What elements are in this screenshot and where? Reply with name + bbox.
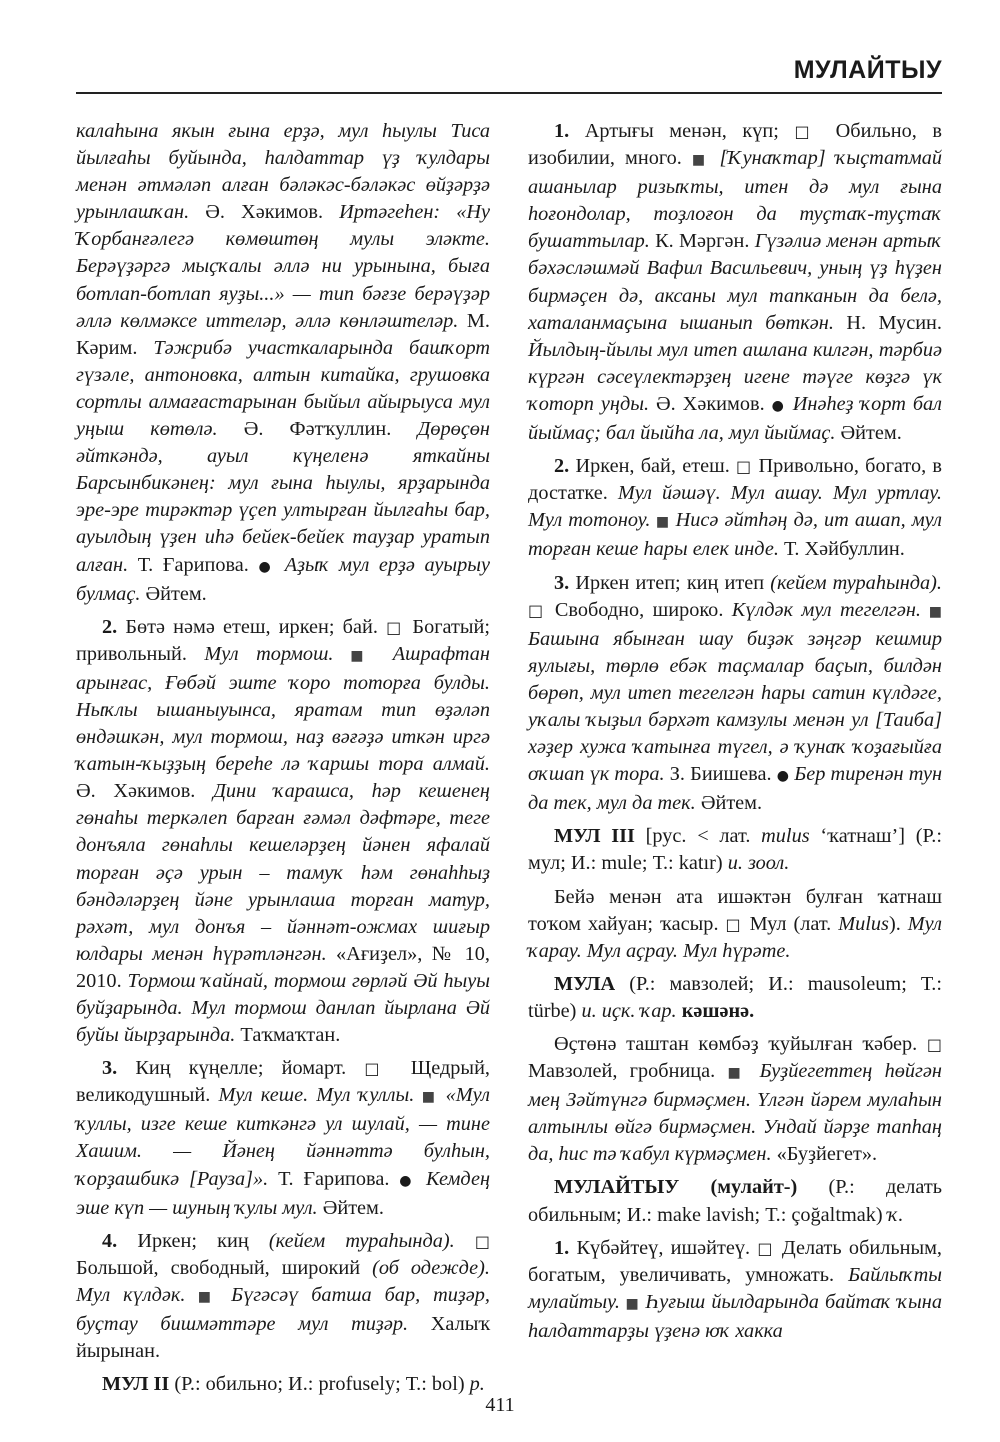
text: Әйтем. bbox=[317, 1196, 384, 1219]
headword: МУЛ III bbox=[554, 825, 635, 848]
text: Т. Ғарипова. bbox=[268, 1167, 400, 1190]
text: (Р.: мавзолей; И.: mausoleum; Т.: türbe) bbox=[528, 972, 942, 1022]
text: Мул (лат. bbox=[742, 912, 839, 935]
italic-text: Кемдең эше күп — шуның ҡулы мул. bbox=[76, 1167, 491, 1219]
italic-text: и. иҫк. ҡар. bbox=[581, 999, 677, 1022]
text: ). bbox=[888, 912, 908, 935]
italic-text: Буҙйегеттең һөйгән мең Зәйтүнгә бирмәҫмен. Үлгән йәрем мулаһын алтынлы өйгә бирмәҫмен. Ундай йәрҙе тапһаң да, һис тә ҡабул күрмәҫмен. bbox=[528, 1060, 942, 1166]
bold-text: (мулайт-) bbox=[710, 1176, 798, 1199]
russian-equivalent-marker: □ bbox=[528, 600, 547, 620]
sense-number: 1. bbox=[554, 1236, 570, 1259]
italic-text: Күлдәк мул тегелгән. bbox=[731, 598, 921, 621]
text: З. Биишева. bbox=[664, 763, 777, 786]
italic-text: Дөрөҫөн әйткәндә, ауыл күңеленә яткайны Барсынбикәнең: мул ғына һыулы, ярҙарында эре-эре тирәктәр үҫеп ултырған йылғаһы бар, ауылдың үҙен иһә бейек-бейек тауҙар уратып алған. bbox=[76, 418, 490, 576]
text bbox=[455, 1230, 475, 1252]
sense-1-paragraph bbox=[528, 118, 942, 447]
text: Әйтем. bbox=[695, 792, 763, 815]
text: Артығы менән, күп; bbox=[569, 120, 795, 142]
headword-mulaytyu bbox=[528, 1174, 942, 1228]
example-marker-icon: ■ bbox=[619, 1295, 646, 1312]
text: Привольно, богато, в достатке. bbox=[528, 455, 942, 505]
sense-1-paragraph bbox=[528, 1235, 942, 1345]
proverb-marker-icon: ● bbox=[776, 768, 790, 785]
sense-number: 2. bbox=[102, 615, 118, 638]
left-column bbox=[76, 118, 490, 1404]
italic-text: Дини ҡарашса, һәр кешенең гөнаһы теркәлеп барған ғәмәл дәфтәре, теге донъяла гөнаһлы кешеләрҙең йәнен яфалай торған әҫә урын – тамуҡ һәм гөнаһһыҙ бәндәләрҙең йәне урынлаша торған матур, рәхәт, мул донъя – йәннәт-ожмах шиғыр юлдары менән һүрәтләнгән. bbox=[76, 780, 490, 965]
text: Иркен, бай, етеш. bbox=[569, 455, 736, 478]
text: Киң күңелле; йомарт. bbox=[117, 1057, 365, 1080]
italic-text: Mulus bbox=[838, 912, 889, 935]
russian-equivalent-marker: □ bbox=[364, 1059, 393, 1079]
italic-text: Бер тиренән тун да тек, мул да тек. bbox=[528, 763, 943, 815]
headword-mula bbox=[528, 971, 942, 1025]
proverb-marker-icon: ● bbox=[399, 1172, 417, 1189]
italic-text: Мул кеше. Мул ҡуллы. bbox=[218, 1084, 415, 1107]
example-marker-icon: ■ bbox=[185, 1288, 232, 1305]
headword: МУЛ II bbox=[102, 1373, 170, 1396]
text: Бөтә нәмә етеш, иркен; бай. bbox=[117, 615, 387, 638]
text: Өҫтөнә таштан көмбәҙ ҡуйылған ҡәбер. bbox=[554, 1033, 927, 1055]
text: Свободно, широко. bbox=[546, 598, 732, 621]
russian-equivalent-marker: □ bbox=[926, 1035, 942, 1054]
headword: МУЛА bbox=[554, 972, 616, 995]
text: М. Кәрим. bbox=[76, 309, 490, 359]
text: Таҡмаҡтан. bbox=[235, 1024, 341, 1047]
text: Т. Хәйбуллин. bbox=[778, 538, 905, 561]
page-number: 411 bbox=[485, 1394, 515, 1416]
text: (Р.: делать обильным; И.: make lavish; Т.: çoğaltmak) bbox=[528, 1176, 942, 1226]
text: «Ағиҙел», № 10, 2010. bbox=[76, 942, 491, 992]
italic-text: Байлыҡты мулайтыу. bbox=[528, 1263, 942, 1313]
example-marker-icon: ■ bbox=[920, 603, 942, 620]
italic-text: Тормош ҡайнай, тормош гөрләй Әй һыуы буйҙарында. Мул тормош данлап йырлана Әй буйы йырҙарында. bbox=[76, 969, 490, 1047]
text bbox=[679, 1176, 710, 1198]
sense-2-paragraph bbox=[76, 614, 490, 1050]
italic-text: Ашрафтан арынғас, Ғөбәй эште ҡоро тоторға булды. Ныҡлы ышаныуынса, яратам тип өҙәләп өндәшкән, мул тормош, наҙ вәғәҙә иткән иргә ҡатын-ҡыҙҙың береһе лә ҡаршы тора алмай. bbox=[76, 642, 490, 776]
text: Щедрый, великодушный. bbox=[76, 1057, 490, 1107]
headword: МУЛАЙТЫУ bbox=[554, 1176, 680, 1199]
text: Әйтем. bbox=[140, 582, 207, 605]
example-marker-icon: ■ bbox=[414, 1089, 446, 1106]
text: Халыҡ йырынан. bbox=[76, 1313, 490, 1363]
italic-text: р. bbox=[469, 1373, 485, 1396]
sense-number: 3. bbox=[102, 1057, 118, 1080]
italic-text: Нисә әйтһәң дә, ит ашап, мул торған кеше һары елек инде. bbox=[528, 509, 942, 561]
italic-text: Тәжрибә участкаларында башҡорт гүзәле, антоновка, алтын китайка, грушовка сортлы алмағастарынан быйыл айырыуса мул уңыш көтөлә. bbox=[76, 336, 491, 441]
sense-2-paragraph bbox=[528, 453, 942, 563]
text: «Буҙйегет». bbox=[771, 1143, 878, 1166]
italic-text: [Ҡунаҡтар] ҡыҫтатмай ашанылар ризыҡты, итен дә мул ғына һоғондолар, тоҙлоғон да туҫтаҡ-туҫтаҡ бушаттылар. bbox=[528, 147, 942, 253]
example-marker-icon: ■ bbox=[333, 647, 393, 664]
text: К. Мәргән. bbox=[649, 230, 755, 253]
russian-equivalent-marker: □ bbox=[794, 122, 821, 141]
text: Бейә менән ата ишәктән булған ҡатнаш тоҡом хайуан; ҡасыр. bbox=[528, 885, 942, 935]
text: ‘ҡатнаш’] (Р.: мул; И.: mule; Т.: katır) bbox=[528, 825, 942, 875]
example-marker-icon: ■ bbox=[691, 152, 720, 169]
example-marker-icon: ■ bbox=[727, 1065, 760, 1082]
italic-text: Бүгәсәү батша бар, тиҙәр, буҫтау бишмәттәре мул тиҙәр. bbox=[76, 1283, 490, 1336]
sense-4-paragraph bbox=[76, 1228, 490, 1365]
text: Иркен итеп; киң итеп bbox=[569, 571, 771, 594]
proverb-marker-icon: ● bbox=[771, 397, 786, 414]
russian-equivalent-marker: □ bbox=[386, 617, 405, 637]
sense-3-paragraph bbox=[76, 1055, 490, 1222]
headword-mul-iii bbox=[528, 823, 942, 877]
text: [рус. < лат. bbox=[634, 825, 762, 848]
text: Делать обильным, богатым, увеличивать, умножать. bbox=[528, 1236, 942, 1286]
text: Ә. Хәкимов. bbox=[76, 780, 213, 803]
italic-text: (об одежде). Мул күлдәк. bbox=[76, 1256, 490, 1306]
russian-equivalent-marker: □ bbox=[725, 914, 743, 934]
bold-text: кәшәнә. bbox=[681, 999, 755, 1022]
italic-text: Мул тормош. bbox=[204, 642, 334, 665]
italic-text: калаһына якын ғына ерҙә, мул һыулы Тиса йылғаһы буйында, һалдаттар үҙ ҡулдары менән әтмәләп алған бәләкәс-бәләкәс өйҙәрҙә урынлашҡан. bbox=[76, 120, 490, 224]
text: Т. Ғарипова. bbox=[128, 553, 259, 576]
italic-text: Һуғыш йылдарында байтаҡ ҡына һалдаттарҙы үҙенә юҡ хакка bbox=[528, 1290, 942, 1342]
italic-text: Иртәгеһен: «Ну Ҡорбанғәлегә көмөштөң мулы эләкте. Берәүҙәргә мыҫҡалы әллә ни урынына, быға ботлап-ботлап яуҙы...» — тип бәғзе берәүҙәр әллә көлмәксе иттеләр, әллә көнләштеләр. bbox=[76, 201, 490, 332]
running-head: МУЛАЙТЫУ bbox=[793, 56, 942, 84]
italic-text: (кейем тураһында). bbox=[770, 571, 942, 594]
sense-3-paragraph bbox=[528, 570, 942, 818]
italic-text: «Мул ҡуллы, изге кеше киткәнгә ул шулай, — тине Хашим. — Йәнең йәннәттә булһын, ҡорҙашбикә [Рауза]». bbox=[76, 1084, 490, 1190]
sense-number: 3. bbox=[554, 571, 570, 594]
italic-text: Йылдың-йылы мул итеп ашлана килгән, тәрбиә күргән сәсеүлектәрҙең игене тәүге көҙгә үк ҡоторп уңды. bbox=[528, 338, 942, 415]
italic-text: Мул ҡарау. Мул аҫрау. Мул һүрәте. bbox=[528, 912, 942, 962]
italic-text: Аҙыҡ мул ерҙә ауырыу булмаҫ. bbox=[76, 553, 490, 605]
sense-number: 4. bbox=[102, 1229, 118, 1252]
italic-text: mulus bbox=[761, 825, 810, 848]
sense-number: 1. bbox=[554, 120, 570, 142]
text: Күбәйтеү, ишәйтеү. bbox=[569, 1236, 758, 1259]
italic-text: Инәһеҙ ҡорт бал йыймаҫ; бал йыйһа ла, мул йыймаҫ. bbox=[528, 392, 942, 445]
italic-text: и. зоол. bbox=[727, 852, 790, 875]
definition-paragraph bbox=[528, 884, 942, 965]
text: Обильно, в изобилии, много. bbox=[528, 120, 942, 170]
italic-text: Мул йәшәү. Мул ашау. Мул уртлау. Мул тотоноу. bbox=[528, 482, 942, 532]
sense-number: 2. bbox=[554, 455, 570, 478]
italic-text: Гүзәлиә менән артыҡ бәхәсләшмәй Вафил Васильевич, уның үҙ һүҙен бирмәҫен дә, аксаны мул тапканын да белә, хаталанмаҫына ышанып бөткән. bbox=[528, 230, 942, 334]
proverb-marker-icon: ● bbox=[258, 558, 276, 575]
text: Ә. Хәкимов. bbox=[649, 392, 772, 415]
italic-text: Башына ябынған шау биҙәк зәңгәр кешмир яулығы, төрлө ебәк таҫмалар баҫып, билдән бөрөп, мул итеп тегелгән һары сатин күлдәге, уҡалы ҡыҙыл бәрхәт камзулы менән ул [Таиба] хәҙер хужа ҡатынға түгел, ә ҡунаҡ ҡоҙағыйға оҡшап үк тора. bbox=[528, 627, 942, 786]
text: Ә. Хәкимов. bbox=[189, 201, 340, 224]
russian-equivalent-marker: □ bbox=[474, 1231, 490, 1251]
text: Ә. Фәтҡуллин. bbox=[217, 418, 418, 441]
text: (Р.: обильно; И.: profusely; Т.: bol) bbox=[169, 1373, 470, 1396]
text: Әйтем. bbox=[835, 422, 902, 445]
text: Большой, свободный, широкий bbox=[76, 1256, 373, 1279]
definition-paragraph bbox=[528, 1031, 942, 1168]
page-header bbox=[76, 52, 942, 94]
italic-text: (кейем тураһында). bbox=[268, 1229, 455, 1252]
russian-equivalent-marker: □ bbox=[736, 457, 753, 477]
russian-equivalent-marker: □ bbox=[757, 1238, 775, 1258]
text: Богатый; привольный. bbox=[76, 615, 490, 665]
example-marker-icon: ■ bbox=[650, 514, 676, 531]
italic-text: ҡ. bbox=[887, 1203, 904, 1226]
right-column bbox=[528, 118, 942, 1351]
text: Мавзолей, гробница. bbox=[528, 1060, 728, 1083]
text: Иркен; киң bbox=[117, 1229, 269, 1252]
text: Н. Мусин. bbox=[833, 311, 942, 334]
entry-paragraph bbox=[76, 118, 490, 608]
